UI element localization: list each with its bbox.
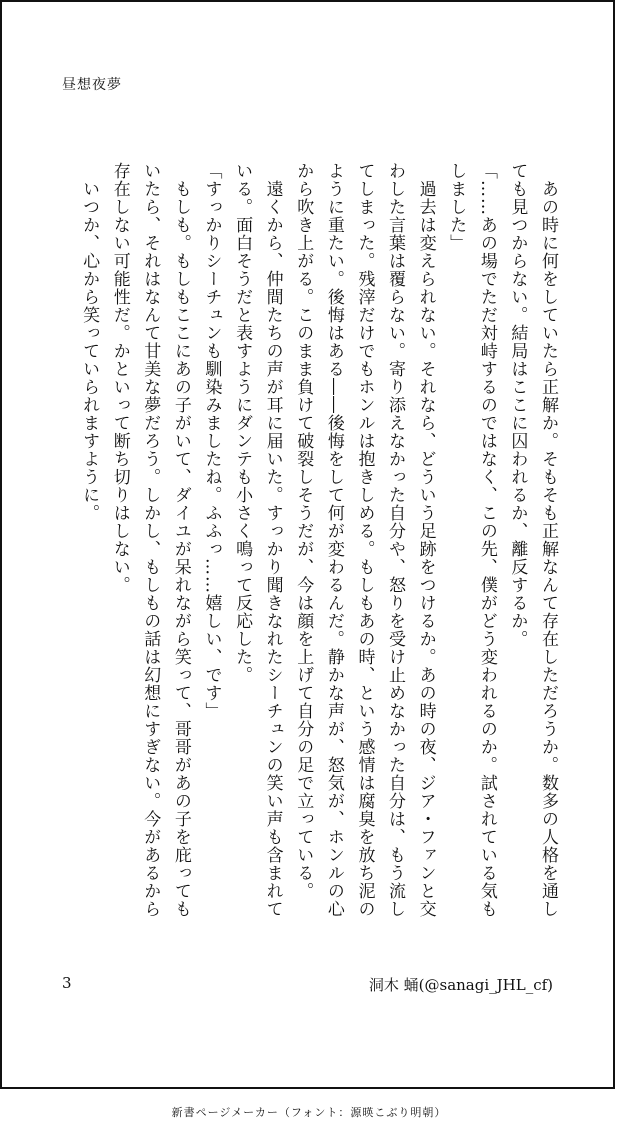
text-line: いたら、それはなんて甘美な夢だろう。しかし、もしもの話は幻想にすぎない。今があるから — [140, 162, 161, 918]
text-line: いつか、心から笑っていられますように。 — [79, 162, 100, 522]
text-line: しました」 — [446, 162, 467, 252]
text-line: 存在しない可能性だ。かといって断ち切りはしない。 — [109, 162, 130, 594]
body-text — [74, 162, 564, 942]
page-number: 3 — [62, 974, 72, 992]
text-line: もしも。もしもここにあの子がいて、ダイユが呆れながら笑って、哥哥があの子を庇っても — [170, 162, 191, 918]
text-line: 遠くから、仲間たちの声が耳に届いた。すっかり聞きなれたシーチュンの笑い声も含まれて — [262, 162, 283, 918]
footer-note: 新書ページメーカー（フォント：源暎こぶり明朝） — [171, 1106, 447, 1119]
text-line: ても見つからない。結局はここに囚われるか、離反するか。 — [507, 162, 528, 648]
text-line: から吹き上がる。このまま負けて破裂しそうだが、今は顔を上げて自分の足で立っている。 — [293, 162, 314, 900]
text-line: あの時に何をしていたら正解か。そもそも正解なんて存在しただろうか。数多の人格を通し — [538, 162, 558, 918]
author-credit: 洞木 蛹(@sanagi_JHL_cf) — [368, 976, 553, 994]
text-line: 「すっかりシーチュンも馴染みましたね。ふふっ……嬉しい、です」 — [201, 162, 222, 720]
document-title: 昼想夜夢 — [62, 77, 122, 93]
text-line: 「……あの場でただ対峙するのではなく、この先、僕がどう変われるのか。試されている気も — [476, 162, 497, 918]
text-line: てしまった。残滓だけでもホンルは抱きしめる。もしもあの時、という感情は腐臭を放ち泥の — [354, 162, 375, 918]
text-line: わした言葉は覆らない。寄り添えなかった自分や、怒りを受け止めなかった自分は、もう流し — [385, 162, 406, 918]
text-line: 過去は変えられない。それなら、どういう足跡をつけるか。あの時の夜、ジア・ファンと交 — [415, 162, 436, 918]
text-line: ように重たい。後悔はある――後悔をして何が変わるんだ。静かな声が、怒気が、ホンルの心 — [323, 162, 344, 918]
text-line: いる。面白そうだと表すようにダンテも小さく鳴って反応した。 — [232, 162, 253, 684]
